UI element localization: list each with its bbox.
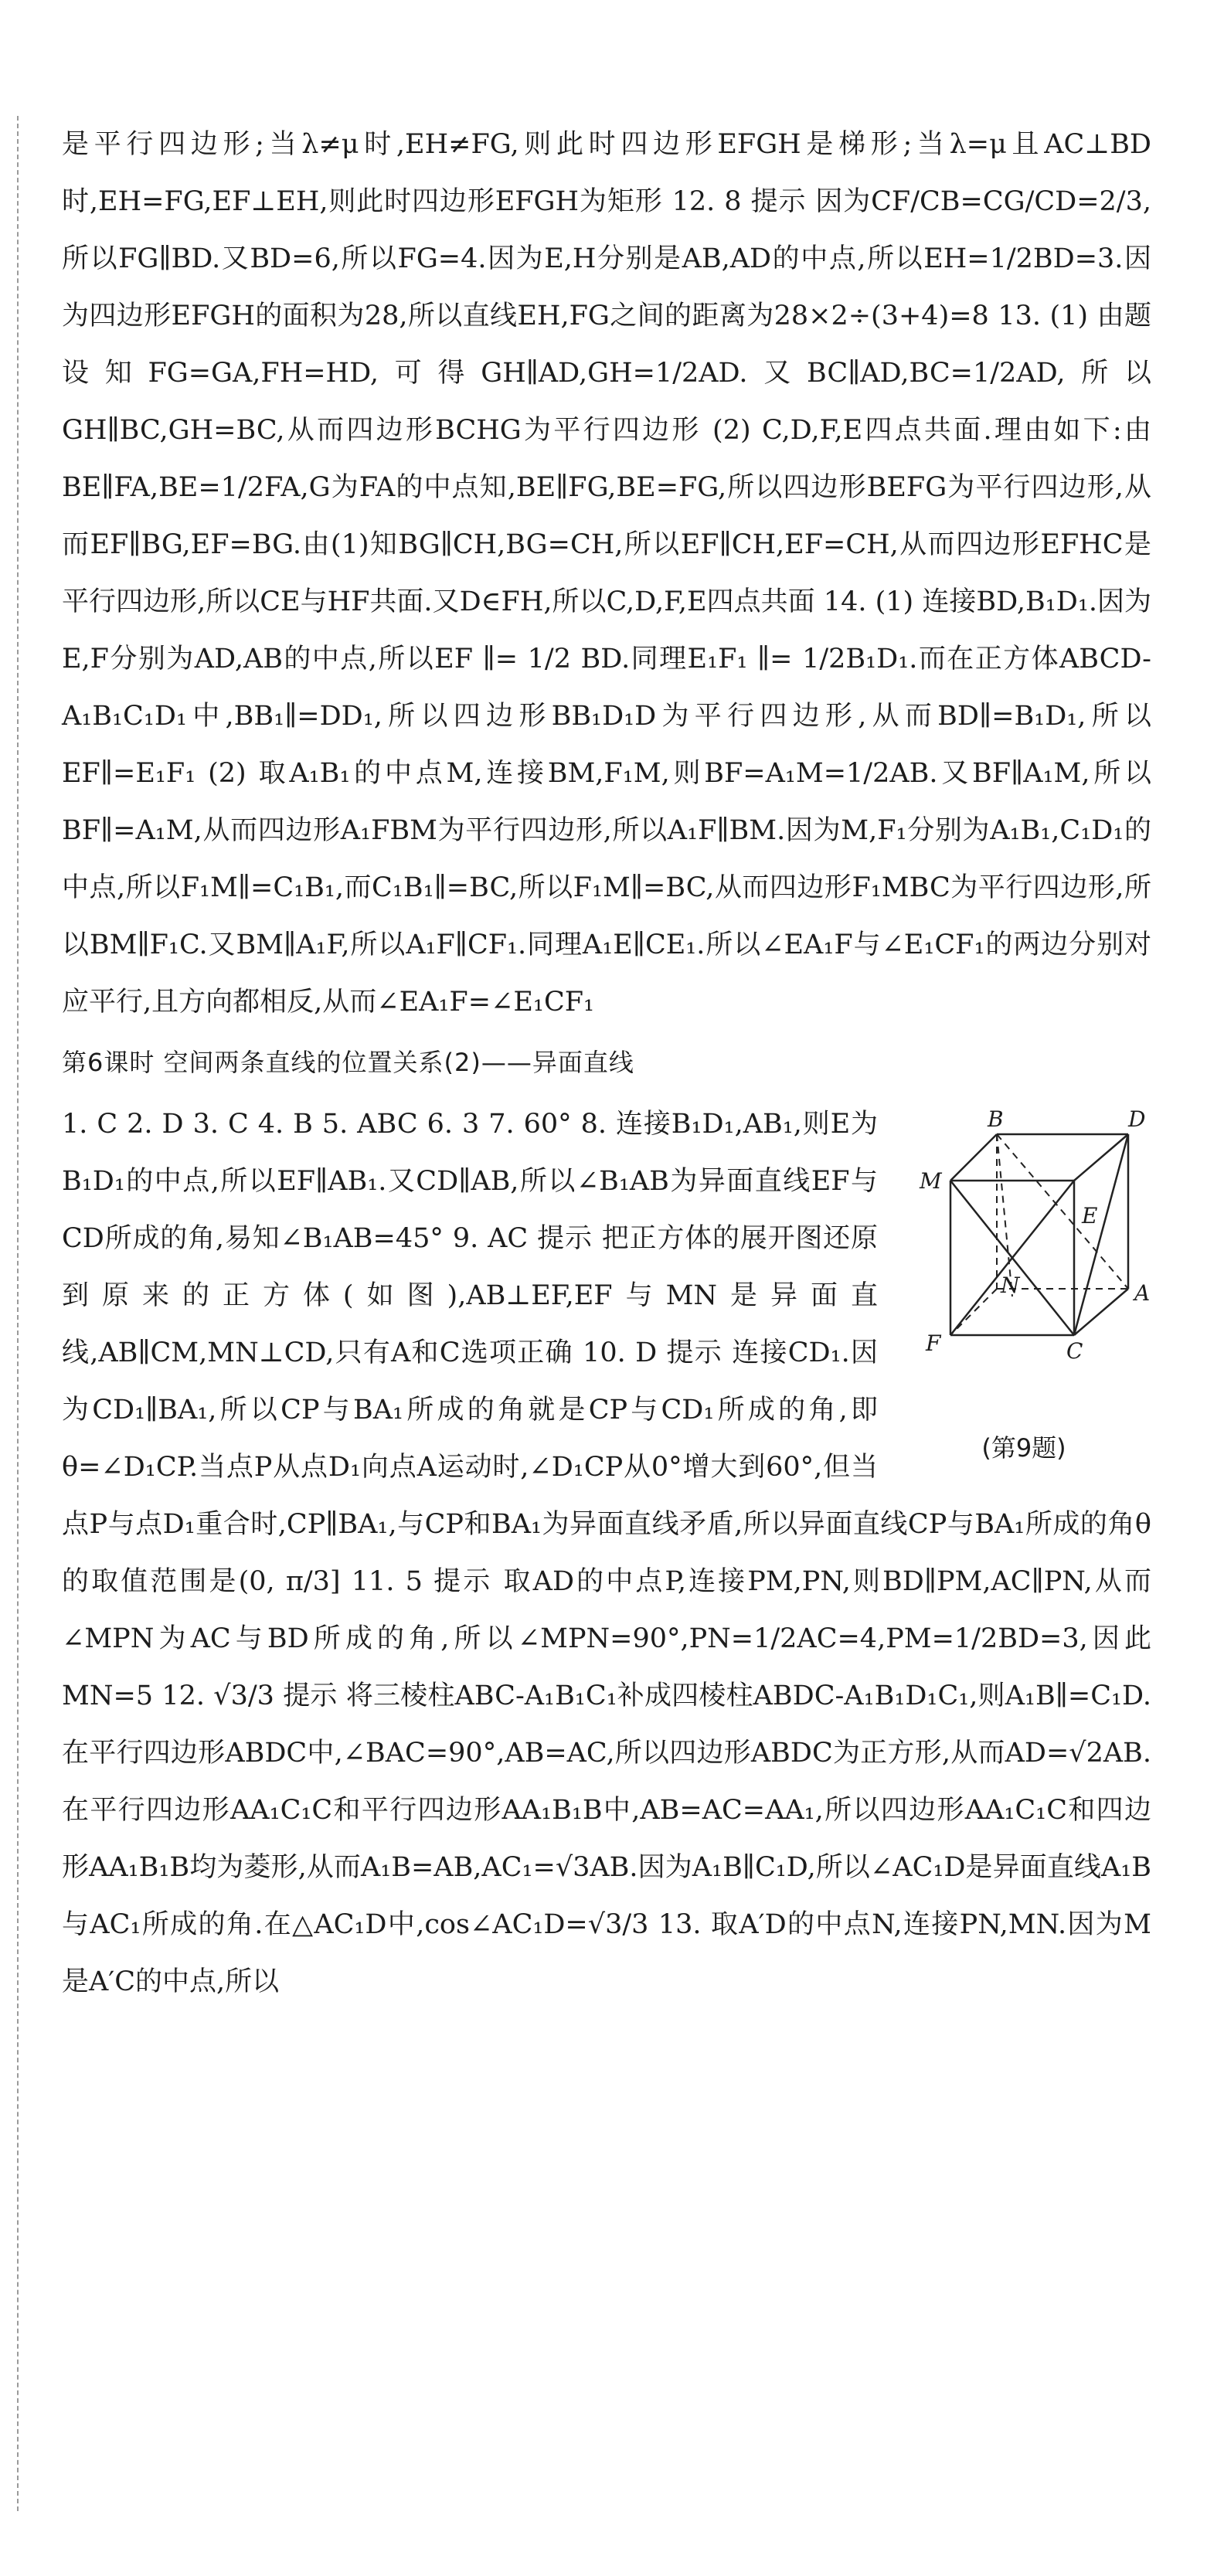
label-A: A: [1134, 1280, 1151, 1306]
label-D: D: [1128, 1106, 1146, 1132]
answer-paragraph-1: 是平行四边形;当λ≠μ时,EH≠FG,则此时四边形EFGH是梯形;当λ=μ且AC⊥BD时,EH=FG,EF⊥EH,则此时四边形EFGH为矩形 12. 8 提示 因为CF/CB=CG/CD=2/3,所以FG∥BD.又BD=6,所以FG=4.因为E,H分别是AB,AD的中点,所以EH=1/2BD=3.因为四边形EFGH的面积为28,所以直线EH,FG之间的距离为28×2÷(3+4)=8 13. (1) 由题设知FG=GA,FH=HD,可得GH∥AD,GH=1/2AD.又BC∥AD,BC=1/2AD,所以GH∥BC,GH=BC,从而四边形BCHG为平行四边形 (2) C,D,F,E四点共面.理由如下:由BE∥FA,BE=1/2FA,G为FA的中点知,BE∥FG,BE=FG,所以四边形BEFG为平行四边形,从而EF∥BG,EF=BG.由(1)知BG∥CH,BG=CH,所以EF∥CH,EF=CH,从而四边形EFHC是平行四边形,所以CE与HF共面.又D∈FH,所以C,D,F,E四点共面 14. (1) 连接BD,B₁D₁.因为E,F分别为AD,AB的中点,所以EF ∥= 1/2 BD.同理E₁F₁ ∥= 1/2B₁D₁.而在正方体ABCD-A₁B₁C₁D₁中,BB₁∥=DD₁,所以四边形BB₁D₁D为平行四边形,从而BD∥=B₁D₁,所以EF∥=E₁F₁ (2) 取A₁B₁的中点M,连接BM,F₁M,则BF=A₁M=1/2AB.又BF∥A₁M,所以BF∥=A₁M,从而四边形A₁FBM为平行四边形,所以A₁F∥BM.因为M,F₁分别为A₁B₁,C₁D₁的中点,所以F₁M∥=C₁B₁,而C₁B₁∥=BC,所以F₁M∥=BC,从而四边形F₁MBC为平行四边形,所以BM∥F₁C.又BM∥A₁F,所以A₁F∥CF₁.同理A₁E∥CE₁.所以∠EA₁F与∠E₁CF₁的两边分别对应平行,且方向都相反,从而∠EA₁F=∠E₁CF₁: [62, 129, 1151, 1018]
binding-dashed-line: [17, 116, 19, 2511]
label-E: E: [1082, 1203, 1098, 1229]
cube-diagram: [896, 1103, 1151, 1428]
label-C: C: [1066, 1338, 1083, 1364]
section-title: 第6课时 空间两条直线的位置关系(2)——异面直线: [62, 1048, 634, 1077]
figure-question-9: [896, 1103, 1151, 1463]
label-B: B: [988, 1106, 1004, 1132]
label-M: M: [920, 1168, 942, 1194]
answer-paragraph-2: 1. C 2. D 3. C 4. B 5. ABC 6. 3 7. 60° 8. 连接B₁D₁,AB₁,则E为B₁D₁的中点,所以EF∥AB₁.又CD∥AB,所以∠B₁AB为异面直线EF与CD所成的角,易知∠B₁AB=45° 9. AC 提示 把正方体的展开图还原到原来的正方体(如图),AB⊥EF,EF与MN是异面直线,AB∥CM,MN⊥CD,只有A和C选项正确 10. D 提示 连接CD₁.因为CD₁∥BA₁,所以CP与BA₁所成的角就是CP与CD₁所成的角,即θ=∠D₁CP.当点P从点D₁向点A运动时,∠D₁CP从0°增大到60°,但当点P与点D₁重合时,CP∥BA₁,与CP和BA₁为异面直线矛盾,所以异面直线CP与BA₁所成的角θ的取值范围是(0, π/3] 11. 5 提示 取AD的中点P,连接PM,PN,则BD∥PM,AC∥PN,从而∠MPN为AC与BD所成的角,所以∠MPN=90°,PN=1/2AC=4,PM=1/2BD=3,因此MN=5 12. √3/3 提示 将三棱柱ABC-A₁B₁C₁补成四棱柱ABDC-A₁B₁D₁C₁,则A₁B∥=C₁D.在平行四边形ABDC中,∠BAC=90°,AB=AC,所以四边形ABDC为正方形,从而AD=√2AB.在平行四边形AA₁C₁C和平行四边形AA₁B₁B中,AB=AC=AA₁,所以四边形AA₁C₁C和四边形AA₁B₁B均为菱形,从而A₁B=AB,AC₁=√3AB.因为A₁B∥C₁D,所以∠AC₁D是异面直线A₁B与AC₁所成的角.在△AC₁D中,cos∠AC₁D=√3/3 13. 取A′D的中点N,连接PN,MN.因为M是A′C的中点,所以: [62, 1109, 1151, 1997]
answer-page: [62, 116, 1151, 2010]
figure-caption: (第9题): [981, 1433, 1066, 1463]
label-N: N: [1001, 1273, 1020, 1298]
label-F: F: [926, 1330, 941, 1356]
